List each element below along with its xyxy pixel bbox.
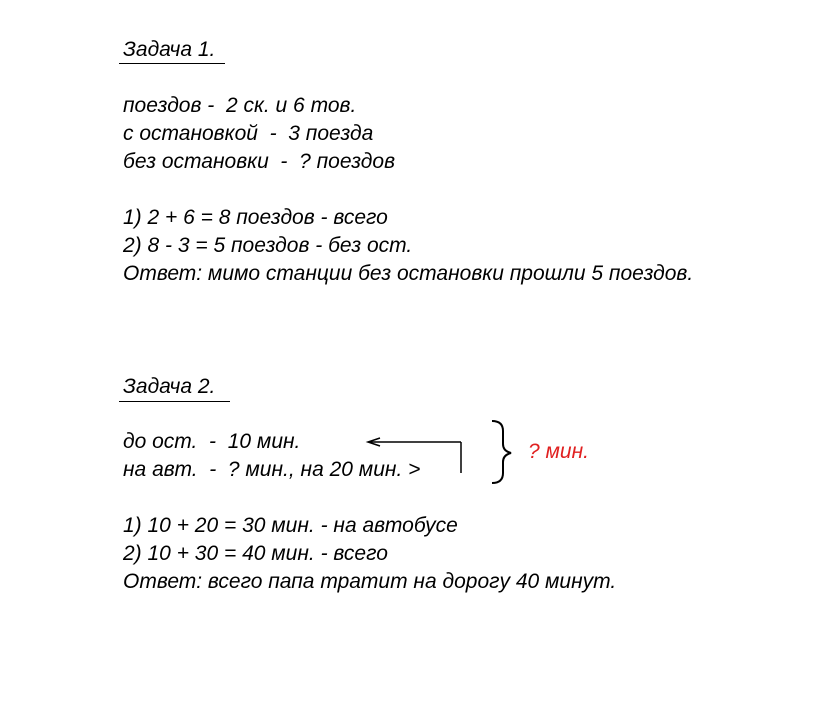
problem1-condition-line-2: с остановкой - 3 поезда (123, 122, 374, 145)
problem1-step-1: 1) 2 + 6 = 8 поездов - всего (123, 206, 388, 229)
problem2-title: Задача 2. (123, 375, 216, 398)
problem1-condition-line-3: без остановки - ? поездов (123, 150, 396, 173)
problem1-step-2: 2) 8 - 3 = 5 поездов - без ост. (123, 234, 413, 257)
problem2-brace-label: ? мин. (528, 440, 589, 463)
problem1-condition-line-1: поездов - 2 ск. и 6 тов. (123, 94, 357, 117)
comparison-arrow-icon (368, 438, 461, 473)
curly-brace-icon (492, 421, 511, 483)
problem2-condition-line-2: на авт. - ? мин., на 20 мин. > (123, 458, 421, 481)
problem2-step-2: 2) 10 + 30 = 40 мин. - всего (123, 542, 388, 565)
problem1-answer: Ответ: мимо станции без остановки прошли 5 поездов. (123, 262, 694, 285)
problem1-title: Задача 1. (123, 38, 216, 61)
problem2-answer: Ответ: всего папа тратит на дорогу 40 минут. (123, 570, 617, 593)
problem2-step-1: 1) 10 + 20 = 30 мин. - на автобусе (123, 514, 458, 537)
problem2-condition-line-1: до ост. - 10 мин. (123, 430, 301, 453)
